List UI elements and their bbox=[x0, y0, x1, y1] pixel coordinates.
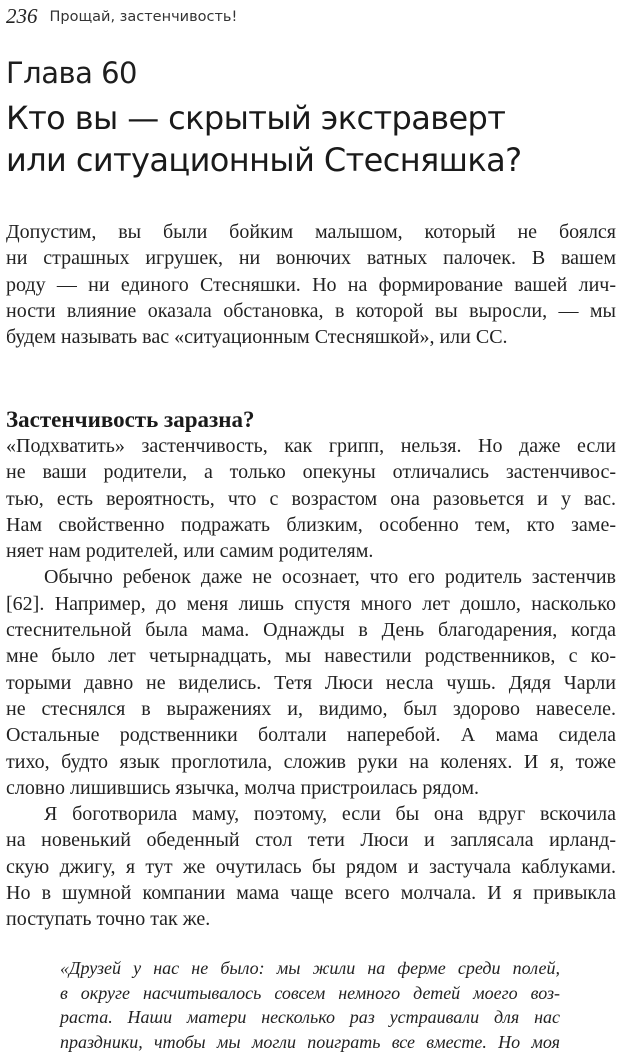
chapter-title-line: Кто вы — скрытый экстраверт bbox=[6, 99, 506, 137]
page-number: 236 bbox=[6, 4, 38, 28]
block-quote bbox=[60, 956, 560, 1055]
paragraph bbox=[6, 801, 616, 932]
text-line: [62]. Например, до меня лишь спустя много лет дошло, насколько bbox=[6, 592, 616, 615]
text-line: не ваши родители, а только опекуны отличались застенчивос- bbox=[6, 461, 616, 484]
running-title: Прощай, застенчивость! bbox=[49, 9, 238, 25]
text-line: ности влияние оказала обстановка, в которой вы выросли, — мы bbox=[6, 299, 616, 322]
text-line: няет нам родителей, или самим родителям. bbox=[6, 540, 374, 563]
text-line: скую джигу, я тут же очутилась бы рядом и застучала каблуками. bbox=[6, 855, 616, 878]
text-line: не стеснялся в выражениях и, видимо, был здорово навеселе. bbox=[6, 697, 616, 720]
section-heading: Застенчивость заразна? bbox=[6, 407, 255, 433]
text-line: Но в шумной компании мама чаще всего молчала. И я привыкла bbox=[6, 882, 616, 905]
text-line: «Подхватить» застенчивость, как грипп, нельзя. Но даже если bbox=[6, 435, 616, 457]
text-line: роду — ни единого Стесняшки. Но на формирование вашей лич- bbox=[6, 273, 616, 296]
text-line: будем называть вас «ситуационным Стесняшкой», или СС. bbox=[6, 326, 508, 349]
text-line: тихо, будто язык проглотила, сложив руки на коленях. И я, тоже bbox=[6, 750, 616, 773]
text-line: Остальные родственники болтали наперебой. А мама сидела bbox=[6, 724, 616, 747]
running-head bbox=[6, 4, 237, 26]
body-text bbox=[6, 433, 616, 933]
paragraph bbox=[6, 564, 616, 801]
chapter-label: Глава 60 bbox=[6, 56, 137, 90]
quote-line: в округе насчитывалось совсем немного детей моего воз- bbox=[60, 982, 560, 1003]
text-line: Обычно ребенок даже не осознает, что его родитель застенчив bbox=[44, 566, 616, 589]
text-line: поступать точно так же. bbox=[6, 908, 211, 931]
text-line: стеснительной была мама. Однажды в День благодарения, когда bbox=[6, 619, 616, 642]
text-line: на новенький обеденный стол тети Люси и заплясала ирланд- bbox=[6, 829, 616, 852]
quote-line: «Друзей у нас не было: мы жили на ферме среди полей, bbox=[60, 958, 560, 978]
intro-paragraph bbox=[6, 219, 616, 350]
chapter-title-line: или ситуационный Стесняшка? bbox=[6, 141, 522, 179]
paragraph bbox=[6, 433, 616, 564]
text-line: тью, есть вероятность, что с возрастом она разовьется и у вас. bbox=[6, 487, 616, 510]
text-line: Нам свойственно подражать близким, особенно тем, кто заме- bbox=[6, 513, 616, 536]
text-line: Допустим, вы были бойким малышом, который не боялся bbox=[6, 221, 616, 243]
quote-line: раста. Наши матери несколько раз устраивали для нас bbox=[60, 1007, 560, 1028]
text-line: словно лишившись язычка, молча пристроилась рядом. bbox=[6, 776, 480, 799]
text-line: торыми давно не виделись. Тетя Люси несла чушь. Дядя Чарли bbox=[6, 671, 616, 694]
chapter-title bbox=[6, 97, 606, 181]
text-line: ни страшных игрушек, ни вонючих ватных палочек. В вашем bbox=[6, 247, 616, 270]
text-line: Я боготворила маму, поэтому, если бы она вдруг вскочила bbox=[44, 803, 616, 826]
text-line: мне было лет четырнадцать, мы навестили родственников, с ко- bbox=[6, 645, 616, 668]
quote-line: праздники, чтобы мы могли поиграть все вместе. Но моя bbox=[60, 1032, 560, 1053]
